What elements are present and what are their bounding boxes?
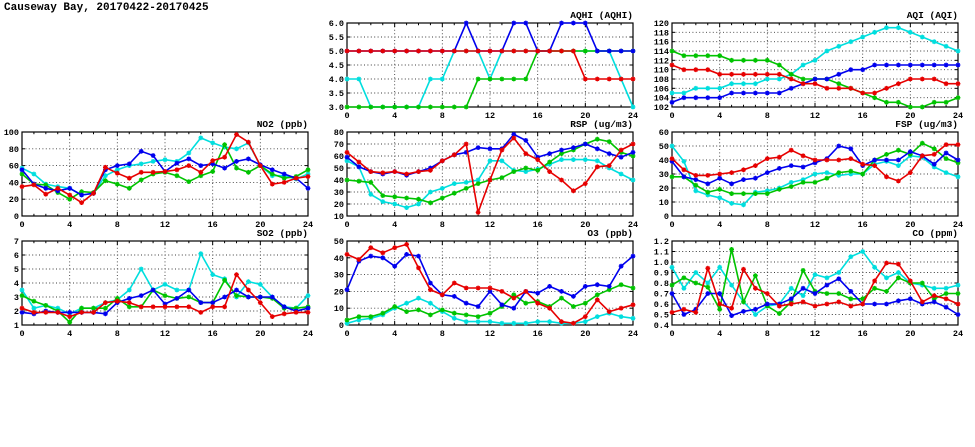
svg-text:24: 24	[627, 220, 639, 230]
svg-text:20: 20	[580, 220, 591, 230]
chart-co	[650, 218, 975, 343]
svg-text:4: 4	[717, 111, 723, 121]
svg-text:16: 16	[857, 220, 868, 230]
svg-text:100: 100	[3, 128, 19, 138]
svg-text:8: 8	[439, 329, 445, 339]
svg-text:8: 8	[764, 111, 770, 121]
svg-text:AQI (AQI): AQI (AQI)	[906, 10, 958, 21]
svg-text:8: 8	[764, 220, 770, 230]
svg-text:24: 24	[952, 329, 964, 339]
chart-no2	[0, 109, 325, 234]
svg-text:0.6: 0.6	[653, 300, 669, 310]
svg-text:12: 12	[809, 220, 821, 230]
svg-text:16: 16	[207, 329, 218, 339]
svg-text:24: 24	[952, 220, 964, 230]
svg-text:8: 8	[764, 329, 770, 339]
svg-text:116: 116	[653, 37, 669, 48]
svg-text:114: 114	[653, 47, 669, 57]
svg-text:0: 0	[19, 220, 25, 230]
svg-text:20: 20	[333, 200, 344, 210]
svg-text:1.0: 1.0	[653, 258, 669, 268]
svg-text:4: 4	[717, 220, 723, 230]
svg-text:4: 4	[67, 329, 73, 339]
svg-text:112: 112	[653, 56, 669, 67]
svg-text:20: 20	[255, 329, 266, 339]
svg-text:16: 16	[857, 329, 868, 339]
svg-text:102: 102	[653, 103, 669, 113]
svg-text:20: 20	[580, 329, 591, 339]
svg-text:6: 6	[13, 251, 19, 261]
chart-canvas-no2	[0, 109, 325, 234]
svg-text:1.1: 1.1	[653, 247, 669, 258]
svg-text:16: 16	[207, 220, 218, 230]
svg-text:20: 20	[255, 220, 266, 230]
chart-canvas-rsp	[325, 109, 650, 234]
svg-text:0: 0	[344, 220, 350, 230]
svg-text:10: 10	[333, 304, 344, 315]
chart-canvas-aqhi	[325, 0, 650, 125]
svg-text:20: 20	[905, 111, 916, 121]
svg-text:12: 12	[809, 111, 821, 121]
svg-text:20: 20	[580, 111, 591, 121]
svg-text:0: 0	[669, 329, 675, 339]
svg-text:10: 10	[333, 212, 344, 222]
svg-text:0: 0	[669, 111, 675, 121]
svg-text:40: 40	[333, 176, 344, 186]
chart-canvas-fsp	[650, 109, 975, 234]
svg-text:AQHI (AQHI): AQHI (AQHI)	[570, 10, 633, 21]
svg-text:108: 108	[653, 75, 669, 85]
svg-text:0.7: 0.7	[653, 289, 669, 300]
svg-text:40: 40	[333, 253, 344, 264]
chart-aqi	[650, 0, 975, 125]
svg-text:8: 8	[439, 111, 445, 121]
svg-text:20: 20	[905, 329, 916, 339]
svg-text:50: 50	[333, 164, 344, 174]
svg-text:3.0: 3.0	[328, 103, 344, 113]
svg-text:24: 24	[627, 329, 639, 339]
chart-o3	[325, 218, 650, 343]
chart-aqhi	[325, 0, 650, 125]
chart-fsp	[650, 109, 975, 234]
svg-text:30: 30	[333, 270, 344, 281]
chart-canvas-o3	[325, 218, 650, 343]
svg-text:8: 8	[439, 220, 445, 230]
svg-text:3.5: 3.5	[328, 89, 344, 99]
svg-text:80: 80	[333, 128, 344, 138]
svg-text:118: 118	[653, 28, 669, 39]
svg-text:20: 20	[905, 220, 916, 230]
svg-text:30: 30	[333, 188, 344, 198]
svg-text:40: 40	[658, 156, 669, 166]
svg-text:7: 7	[13, 237, 19, 247]
svg-text:8: 8	[114, 220, 120, 230]
svg-text:20: 20	[8, 195, 19, 206]
svg-text:O3 (ppb): O3 (ppb)	[587, 228, 633, 239]
svg-text:24: 24	[952, 111, 964, 121]
svg-text:0: 0	[13, 212, 19, 222]
svg-text:1: 1	[13, 321, 19, 331]
svg-text:12: 12	[484, 329, 496, 339]
svg-text:4: 4	[717, 329, 723, 339]
svg-text:4: 4	[67, 220, 73, 230]
svg-text:0: 0	[663, 212, 669, 222]
svg-text:12: 12	[159, 329, 171, 339]
svg-text:10: 10	[658, 198, 669, 208]
svg-text:12: 12	[484, 220, 496, 230]
svg-text:24: 24	[627, 111, 639, 121]
svg-text:120: 120	[653, 19, 669, 29]
svg-text:24: 24	[302, 329, 314, 339]
svg-text:RSP (ug/m3): RSP (ug/m3)	[570, 119, 633, 130]
svg-text:FSP (ug/m3): FSP (ug/m3)	[895, 119, 958, 130]
svg-text:4.0: 4.0	[328, 75, 344, 85]
svg-text:106: 106	[653, 84, 669, 95]
chart-canvas-so2	[0, 218, 325, 343]
svg-text:0: 0	[344, 111, 350, 121]
chart-so2	[0, 218, 325, 343]
svg-text:20: 20	[333, 287, 344, 298]
svg-text:5: 5	[13, 265, 19, 275]
svg-text:2: 2	[13, 307, 19, 317]
svg-text:4: 4	[13, 279, 19, 289]
svg-text:SO2 (ppb): SO2 (ppb)	[256, 228, 308, 239]
svg-text:30: 30	[658, 170, 669, 180]
svg-text:16: 16	[532, 329, 543, 339]
svg-text:110: 110	[653, 65, 669, 76]
svg-text:70: 70	[333, 140, 344, 150]
svg-text:60: 60	[8, 161, 19, 172]
svg-text:0.8: 0.8	[653, 279, 669, 289]
svg-text:60: 60	[333, 152, 344, 162]
svg-text:0: 0	[344, 329, 350, 339]
chart-rsp	[325, 109, 650, 234]
svg-text:12: 12	[159, 220, 171, 230]
svg-text:5.5: 5.5	[328, 33, 344, 43]
svg-text:104: 104	[653, 93, 669, 104]
svg-text:50: 50	[333, 237, 344, 247]
svg-text:16: 16	[857, 111, 868, 121]
svg-text:6.0: 6.0	[328, 19, 344, 29]
svg-text:0: 0	[338, 321, 344, 331]
svg-text:0: 0	[669, 220, 675, 230]
page-title: Causeway Bay, 20170422-20170425	[4, 2, 209, 14]
svg-text:4: 4	[392, 220, 398, 230]
svg-text:12: 12	[809, 329, 821, 339]
svg-text:5.0: 5.0	[328, 47, 344, 57]
svg-text:4.5: 4.5	[328, 61, 344, 71]
svg-text:16: 16	[532, 111, 543, 121]
svg-text:8: 8	[114, 329, 120, 339]
svg-text:20: 20	[658, 184, 669, 194]
svg-text:50: 50	[658, 142, 669, 152]
svg-text:4: 4	[392, 329, 398, 339]
svg-text:CO (ppm): CO (ppm)	[912, 228, 958, 239]
svg-text:0.9: 0.9	[653, 268, 669, 279]
svg-text:80: 80	[8, 144, 19, 155]
svg-text:0: 0	[19, 329, 25, 339]
svg-text:1.2: 1.2	[653, 237, 669, 247]
svg-text:16: 16	[532, 220, 543, 230]
svg-text:4: 4	[392, 111, 398, 121]
svg-text:12: 12	[484, 111, 496, 121]
svg-text:NO2 (ppb): NO2 (ppb)	[256, 119, 308, 130]
chart-canvas-co	[650, 218, 975, 343]
svg-text:0.4: 0.4	[653, 321, 669, 331]
svg-text:40: 40	[8, 178, 19, 189]
svg-text:3: 3	[13, 293, 19, 303]
chart-canvas-aqi	[650, 0, 975, 125]
svg-text:0.5: 0.5	[653, 310, 669, 321]
svg-text:60: 60	[658, 128, 669, 138]
svg-text:24: 24	[302, 220, 314, 230]
